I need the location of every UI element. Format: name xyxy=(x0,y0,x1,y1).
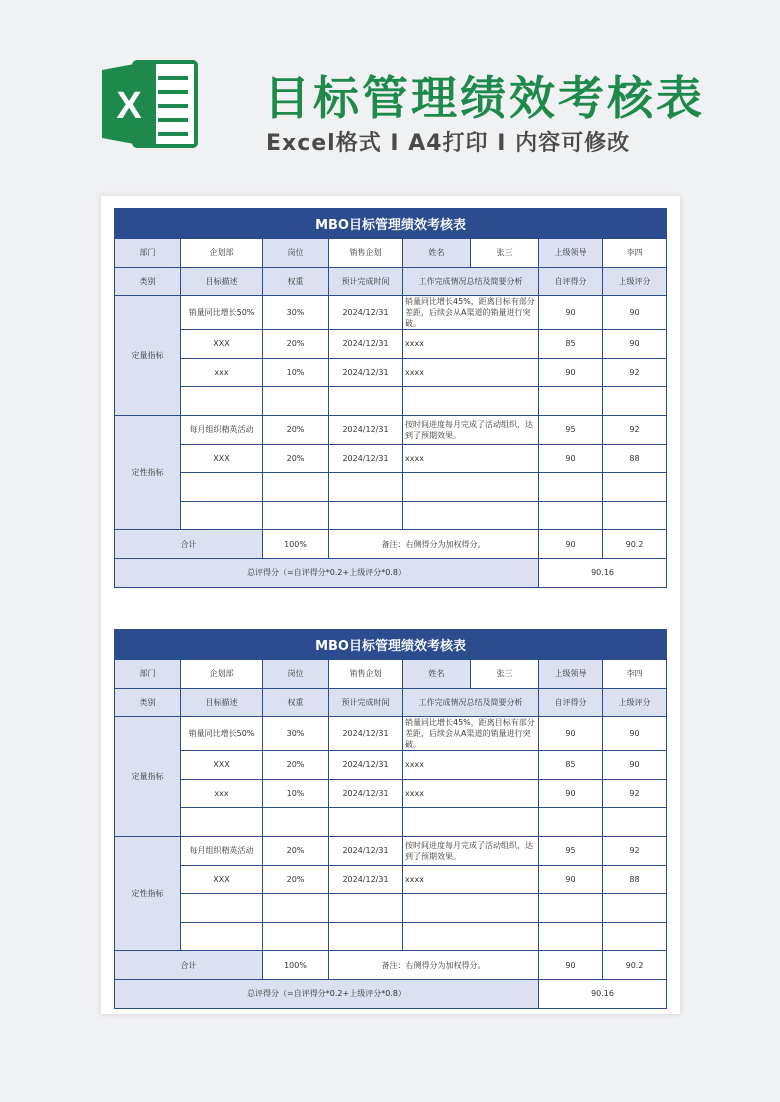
info-row xyxy=(115,239,667,268)
summary-cell xyxy=(403,473,539,502)
summary-cell: xxxx xyxy=(403,444,539,473)
goal-cell: xxx xyxy=(181,779,263,808)
final-score-label: 总评得分（=自评得分*0.2+上级评分*0.8） xyxy=(115,979,539,1008)
table-title: MBO目标管理绩效考核表 xyxy=(115,630,667,660)
col-weight-header: 权重 xyxy=(263,688,329,717)
summary-cell: xxxx xyxy=(403,751,539,780)
title-row xyxy=(115,630,667,660)
weight-cell: 20% xyxy=(263,865,329,894)
deadline-cell: 2024/12/31 xyxy=(329,779,403,808)
goal-cell xyxy=(181,808,263,837)
summary-cell: xxxx xyxy=(403,358,539,387)
name-value: 张三 xyxy=(471,660,539,689)
col-goal-header: 目标描述 xyxy=(181,267,263,296)
goal-cell xyxy=(181,501,263,530)
dept-label: 部门 xyxy=(115,660,181,689)
deadline-cell: 2024/12/31 xyxy=(329,717,403,751)
weight-cell xyxy=(263,501,329,530)
summary-cell xyxy=(403,922,539,951)
goal-cell xyxy=(181,894,263,923)
weight-cell xyxy=(263,387,329,416)
goal-cell: 每月组织精英活动 xyxy=(181,415,263,444)
post-label: 岗位 xyxy=(263,660,329,689)
col-category-header: 类别 xyxy=(115,267,181,296)
table-title: MBO目标管理绩效考核表 xyxy=(115,209,667,239)
table-row xyxy=(115,415,667,444)
total-self-score: 90 xyxy=(539,951,603,980)
weight-cell: 30% xyxy=(263,717,329,751)
weight-cell: 10% xyxy=(263,358,329,387)
col-goal-header: 目标描述 xyxy=(181,688,263,717)
goal-cell xyxy=(181,922,263,951)
leader-label: 上级领导 xyxy=(539,660,603,689)
final-score-value: 90.16 xyxy=(539,979,667,1008)
goal-cell: 销量同比增长50% xyxy=(181,717,263,751)
boss-score-cell: 92 xyxy=(603,779,667,808)
total-weight: 100% xyxy=(263,530,329,559)
deadline-cell xyxy=(329,922,403,951)
self-score-cell: 90 xyxy=(539,717,603,751)
goal-cell: XXX xyxy=(181,330,263,359)
total-weight: 100% xyxy=(263,951,329,980)
summary-cell xyxy=(403,387,539,416)
category-cell: 定量指标 xyxy=(115,296,181,416)
table-row xyxy=(115,330,667,359)
self-score-cell: 90 xyxy=(539,779,603,808)
self-score-cell: 85 xyxy=(539,751,603,780)
summary-cell: 销量同比增长45%，距离目标有部分差距，后续会从A渠道的销量进行突破。 xyxy=(403,296,539,330)
self-score-cell: 90 xyxy=(539,296,603,330)
goal-cell xyxy=(181,387,263,416)
boss-score-cell xyxy=(603,501,667,530)
total-boss-score: 90.2 xyxy=(603,530,667,559)
boss-score-cell xyxy=(603,894,667,923)
column-header-row xyxy=(115,688,667,717)
boss-score-cell xyxy=(603,808,667,837)
deadline-cell xyxy=(329,387,403,416)
page-header xyxy=(0,0,780,190)
deadline-cell: 2024/12/31 xyxy=(329,330,403,359)
goal-cell xyxy=(181,473,263,502)
table-row xyxy=(115,922,667,951)
leader-value: 李四 xyxy=(603,239,667,268)
col-boss-score-header: 上级评分 xyxy=(603,688,667,717)
col-category-header: 类别 xyxy=(115,688,181,717)
self-score-cell: 95 xyxy=(539,836,603,865)
col-summary-header: 工作完成情况总结及简要分析 xyxy=(403,267,539,296)
table-row xyxy=(115,444,667,473)
deadline-cell: 2024/12/31 xyxy=(329,358,403,387)
table-row xyxy=(115,358,667,387)
weight-cell: 20% xyxy=(263,444,329,473)
post-value: 销售企划 xyxy=(329,660,403,689)
total-label: 合计 xyxy=(115,951,263,980)
category-cell: 定性指标 xyxy=(115,836,181,950)
boss-score-cell: 92 xyxy=(603,415,667,444)
total-self-score: 90 xyxy=(539,530,603,559)
table-row xyxy=(115,501,667,530)
summary-cell: xxxx xyxy=(403,330,539,359)
name-label: 姓名 xyxy=(403,239,471,268)
summary-cell: xxxx xyxy=(403,779,539,808)
goal-cell: xxx xyxy=(181,358,263,387)
leader-label: 上级领导 xyxy=(539,239,603,268)
title-row xyxy=(115,209,667,239)
table-row xyxy=(115,473,667,502)
table-row xyxy=(115,836,667,865)
deadline-cell xyxy=(329,501,403,530)
summary-cell xyxy=(403,808,539,837)
weight-cell: 20% xyxy=(263,836,329,865)
kpi-table xyxy=(114,629,667,1009)
page-subtitle: Excel格式 I A4打印 I 内容可修改 xyxy=(266,131,631,156)
boss-score-cell: 88 xyxy=(603,865,667,894)
table-row xyxy=(115,387,667,416)
boss-score-cell: 92 xyxy=(603,358,667,387)
col-deadline-header: 预计完成时间 xyxy=(329,688,403,717)
deadline-cell xyxy=(329,808,403,837)
goal-cell: XXX xyxy=(181,444,263,473)
boss-score-cell: 90 xyxy=(603,330,667,359)
summary-cell xyxy=(403,501,539,530)
excel-logo-icon xyxy=(100,56,200,152)
boss-score-cell: 88 xyxy=(603,444,667,473)
column-header-row xyxy=(115,267,667,296)
boss-score-cell xyxy=(603,387,667,416)
goal-cell: 每月组织精英活动 xyxy=(181,836,263,865)
deadline-cell: 2024/12/31 xyxy=(329,836,403,865)
deadline-cell: 2024/12/31 xyxy=(329,865,403,894)
kpi-table xyxy=(114,208,667,588)
final-score-row xyxy=(115,558,667,587)
goal-cell: XXX xyxy=(181,865,263,894)
info-row xyxy=(115,660,667,689)
total-note: 备注：右侧得分为加权得分。 xyxy=(329,530,539,559)
summary-cell xyxy=(403,894,539,923)
dept-label: 部门 xyxy=(115,239,181,268)
self-score-cell xyxy=(539,473,603,502)
deadline-cell: 2024/12/31 xyxy=(329,296,403,330)
col-self-score-header: 自评得分 xyxy=(539,267,603,296)
table-row xyxy=(115,296,667,330)
deadline-cell: 2024/12/31 xyxy=(329,444,403,473)
total-row xyxy=(115,951,667,980)
table-row xyxy=(115,865,667,894)
final-score-row xyxy=(115,979,667,1008)
category-cell: 定量指标 xyxy=(115,717,181,837)
table-row xyxy=(115,717,667,751)
self-score-cell: 85 xyxy=(539,330,603,359)
self-score-cell: 90 xyxy=(539,444,603,473)
deadline-cell: 2024/12/31 xyxy=(329,415,403,444)
self-score-cell: 95 xyxy=(539,415,603,444)
summary-cell: xxxx xyxy=(403,865,539,894)
weight-cell: 20% xyxy=(263,751,329,780)
post-label: 岗位 xyxy=(263,239,329,268)
weight-cell xyxy=(263,473,329,502)
leader-value: 李四 xyxy=(603,660,667,689)
name-label: 姓名 xyxy=(403,660,471,689)
self-score-cell xyxy=(539,501,603,530)
post-value: 销售企划 xyxy=(329,239,403,268)
self-score-cell xyxy=(539,894,603,923)
total-note: 备注：右侧得分为加权得分。 xyxy=(329,951,539,980)
category-cell: 定性指标 xyxy=(115,415,181,529)
weight-cell xyxy=(263,894,329,923)
table-row xyxy=(115,751,667,780)
dept-value: 企划部 xyxy=(181,239,263,268)
goal-cell: 销量同比增长50% xyxy=(181,296,263,330)
boss-score-cell: 90 xyxy=(603,751,667,780)
self-score-cell xyxy=(539,387,603,416)
self-score-cell xyxy=(539,922,603,951)
dept-value: 企划部 xyxy=(181,660,263,689)
final-score-value: 90.16 xyxy=(539,558,667,587)
boss-score-cell xyxy=(603,922,667,951)
deadline-cell xyxy=(329,894,403,923)
total-row xyxy=(115,530,667,559)
col-self-score-header: 自评得分 xyxy=(539,688,603,717)
boss-score-cell: 90 xyxy=(603,296,667,330)
col-summary-header: 工作完成情况总结及简要分析 xyxy=(403,688,539,717)
col-boss-score-header: 上级评分 xyxy=(603,267,667,296)
total-boss-score: 90.2 xyxy=(603,951,667,980)
weight-cell: 10% xyxy=(263,779,329,808)
table-row xyxy=(115,779,667,808)
boss-score-cell: 92 xyxy=(603,836,667,865)
logo-letter: X xyxy=(116,85,142,127)
weight-cell: 30% xyxy=(263,296,329,330)
self-score-cell: 90 xyxy=(539,358,603,387)
self-score-cell xyxy=(539,808,603,837)
weight-cell xyxy=(263,808,329,837)
boss-score-cell xyxy=(603,473,667,502)
summary-cell: 按时间进度每月完成了活动组织，达到了预期效果。 xyxy=(403,415,539,444)
table-row xyxy=(115,808,667,837)
final-score-label: 总评得分（=自评得分*0.2+上级评分*0.8） xyxy=(115,558,539,587)
col-weight-header: 权重 xyxy=(263,267,329,296)
page-title: 目标管理绩效考核表 xyxy=(264,71,705,125)
deadline-cell xyxy=(329,473,403,502)
summary-cell: 销量同比增长45%，距离目标有部分差距，后续会从A渠道的销量进行突破。 xyxy=(403,717,539,751)
summary-cell: 按时间进度每月完成了活动组织，达到了预期效果。 xyxy=(403,836,539,865)
boss-score-cell: 90 xyxy=(603,717,667,751)
goal-cell: XXX xyxy=(181,751,263,780)
weight-cell: 20% xyxy=(263,330,329,359)
self-score-cell: 90 xyxy=(539,865,603,894)
table-row xyxy=(115,894,667,923)
col-deadline-header: 预计完成时间 xyxy=(329,267,403,296)
weight-cell xyxy=(263,922,329,951)
weight-cell: 20% xyxy=(263,415,329,444)
total-label: 合计 xyxy=(115,530,263,559)
deadline-cell: 2024/12/31 xyxy=(329,751,403,780)
name-value: 张三 xyxy=(471,239,539,268)
